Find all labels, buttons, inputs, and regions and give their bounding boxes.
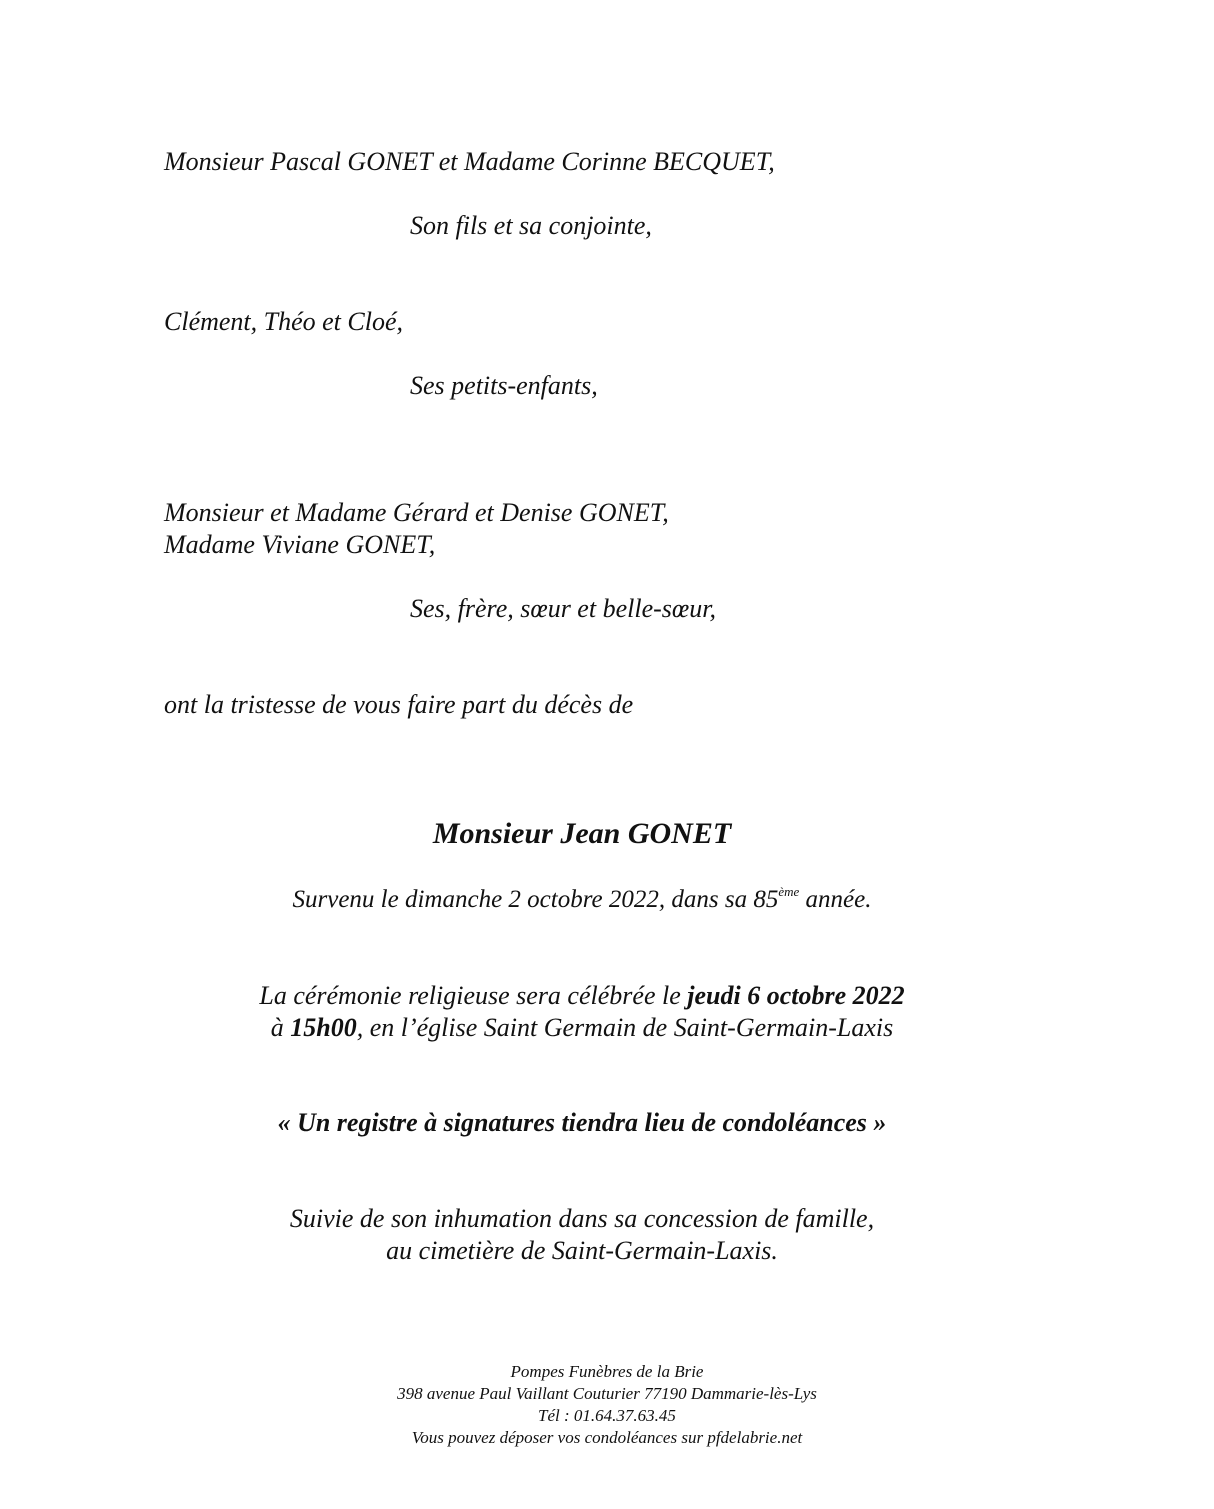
ceremony-line-2 <box>0 1012 1164 1044</box>
siblings-names-2: Madame Viviane GONET, <box>164 530 436 559</box>
death-date-end: année. <box>799 886 872 913</box>
ceremony-text: La cérémonie religieuse sera célébrée le <box>259 981 688 1010</box>
siblings-names-1: Monsieur et Madame Gérard et Denise GONET, <box>164 498 669 527</box>
son-relation: Son fils et sa conjointe, <box>410 211 652 240</box>
ceremony-time-prefix: à <box>270 1013 291 1042</box>
announcement-intro: ont la tristesse de vous faire part du décès de <box>164 690 634 719</box>
registry-note: « Un registre à signatures tiendra lieu de condoléances » <box>277 1108 887 1137</box>
ceremony-date: jeudi 6 octobre 2022 <box>687 981 905 1010</box>
footer-address: 398 avenue Paul Vaillant Couturier 77190 Dammarie-lès-Lys <box>397 1384 817 1403</box>
grandchildren-relation: Ses petits-enfants, <box>410 371 598 400</box>
deceased-name: Monsieur Jean GONET <box>432 817 732 850</box>
ceremony-time: 15h00 <box>290 1013 357 1042</box>
ceremony-line-1 <box>0 980 1164 1012</box>
footer-condolences: Vous pouvez déposer vos condoléances sur pfdelabrie.net <box>411 1428 803 1447</box>
death-date-text: Survenu le dimanche 2 octobre 2022, dans sa 85 <box>292 886 779 913</box>
death-date-ordinal: ème <box>778 884 800 899</box>
burial-line-2: au cimetière de Saint-Germain-Laxis. <box>386 1236 778 1265</box>
footer-company: Pompes Funèbres de la Brie <box>510 1362 704 1381</box>
grandchildren-names: Clément, Théo et Cloé, <box>164 307 404 336</box>
burial-line-1: Suivie de son inhumation dans sa concession de famille, <box>289 1204 875 1233</box>
ceremony-location: , en l’église Saint Germain de Saint-Germain-Laxis <box>356 1013 894 1042</box>
footer-phone: Tél : 01.64.37.63.45 <box>538 1406 676 1425</box>
son-names: Monsieur Pascal GONET et Madame Corinne BECQUET, <box>164 147 775 176</box>
siblings-relation: Ses, frère, sœur et belle-sœur, <box>410 594 716 623</box>
death-date <box>0 884 1164 916</box>
